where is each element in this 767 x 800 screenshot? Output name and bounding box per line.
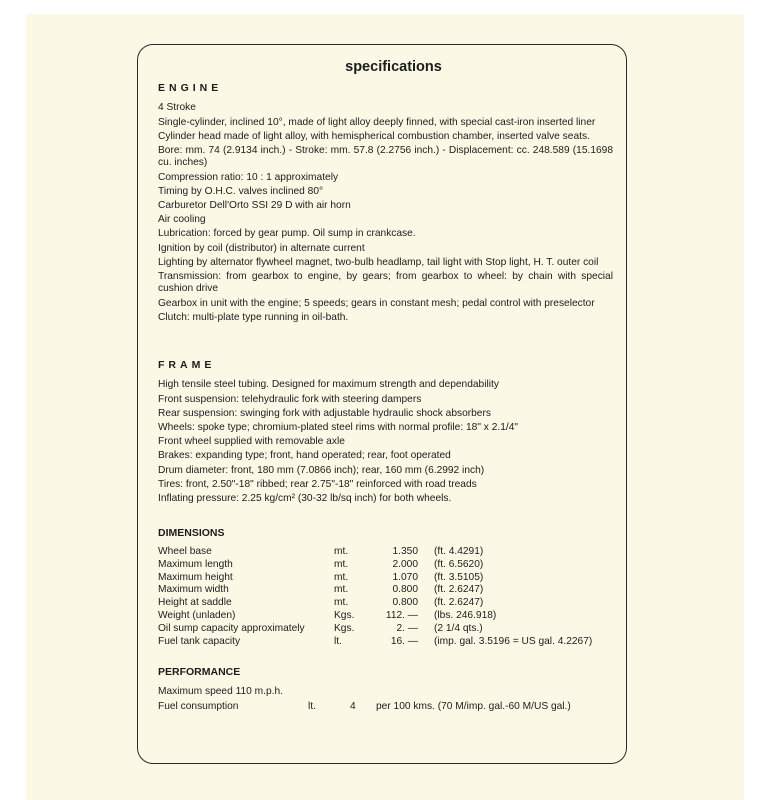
engine-line: Carburetor Dell'Orto SSI 29 D with air horn: [158, 200, 351, 212]
dim-unit: Kgs.: [334, 610, 355, 622]
dim-imperial: (ft. 2.6247): [434, 584, 484, 596]
engine-line: 4 Stroke: [158, 102, 196, 114]
dim-value: 112. —: [385, 610, 418, 622]
engine-line: Ignition by coil (distributor) in alternate current: [158, 242, 365, 254]
spec-sheet: [158, 58, 613, 713]
dim-unit: mt.: [334, 545, 349, 557]
engine-line: Bore: mm. 74 (2.9134 inch.) - Stroke: mm. 57.8 (2.2756 inch.) - Displacement: cc. 248.589 (15.1698 cu. inches): [158, 145, 613, 169]
dim-unit: Kgs.: [334, 623, 355, 635]
frame-line: Front suspension: telehydraulic fork with steering dampers: [158, 393, 422, 405]
dim-imperial: (ft. 4.4291): [434, 545, 484, 557]
max-speed: Maximum speed 110 m.p.h.: [158, 686, 283, 698]
table-row: [158, 701, 571, 713]
dim-imperial: (lbs. 246.918): [434, 610, 497, 622]
engine-line: Lubrication: forced by gear pump. Oil sump in crankcase.: [158, 228, 416, 240]
dim-label: Weight (unladen): [158, 610, 236, 622]
dim-unit: mt.: [334, 584, 349, 596]
dim-unit: mt.: [334, 597, 349, 609]
frame-line: Inflating pressure: 2.25 kg/cm² (30-32 lb/sq inch) for both wheels.: [158, 493, 452, 505]
dim-label: Oil sump capacity approximately: [158, 623, 305, 635]
dim-imperial: (ft. 6.5620): [434, 558, 484, 570]
table-row: [158, 610, 592, 623]
engine-line: Transmission: from gearbox to engine, by gears; from gearbox to wheel: by chain with special cushion drive: [158, 271, 613, 295]
table-row: [158, 572, 592, 585]
engine-line: Clutch: multi-plate type running in oil-bath.: [158, 311, 349, 323]
table-row: [158, 546, 592, 559]
dim-value: 2. —: [396, 623, 418, 635]
engine-line: Compression ratio: 10 : 1 approximately: [158, 171, 339, 183]
fuel-consumption-row: [158, 701, 571, 713]
performance-heading: PERFORMANCE: [158, 665, 241, 678]
frame-line: Rear suspension: swinging fork with adjustable hydraulic shock absorbers: [158, 407, 491, 419]
page-title: specifications: [345, 59, 442, 75]
dim-label: Maximum height: [158, 571, 233, 583]
dim-value: 0.800: [392, 597, 418, 609]
dim-imperial: (imp. gal. 3.5196 = US gal. 4.2267): [434, 636, 593, 648]
frame-line: High tensile steel tubing. Designed for maximum strength and dependability: [158, 379, 499, 391]
frame-line: Brakes: expanding type; front, hand operated; rear, foot operated: [158, 450, 451, 462]
fuel-label: Fuel consumption: [158, 700, 239, 712]
table-row: [158, 559, 592, 572]
dim-imperial: (2 1/4 qts.): [434, 623, 483, 635]
dim-value: 1.070: [392, 571, 418, 583]
engine-line: Gearbox in unit with the engine; 5 speeds; gears in constant mesh; pedal control with preselector: [158, 297, 595, 309]
frame-line: Drum diameter: front, 180 mm (7.0866 inch); rear, 160 mm (6.2992 inch): [158, 464, 485, 476]
table-row: [158, 623, 592, 636]
dim-unit: mt.: [334, 571, 349, 583]
fuel-unit: lt.: [308, 700, 316, 712]
frame-line: Tires: front, 2.50"-18" ribbed; rear 2.75"-18" reinforced with road treads: [158, 478, 477, 490]
engine-line: Cylinder head made of light alloy, with hemispherical combustion chamber, inserted valve seats.: [158, 130, 590, 142]
fuel-value: 4: [350, 700, 356, 712]
fuel-detail: per 100 kms. (70 M/imp. gal.-60 M/US gal.): [376, 700, 571, 712]
engine-line: Timing by O.H.C. valves inclined 80°: [158, 185, 324, 197]
frame-heading: FRAME: [158, 359, 216, 372]
frame-line: Wheels: spoke type; chromium-plated steel rims with normal profile: 18" x 2.1/4": [158, 422, 518, 434]
dim-value: 16. —: [390, 636, 418, 648]
table-row: [158, 636, 592, 649]
frame-lines: [158, 379, 613, 505]
frame-line: Front wheel supplied with removable axle: [158, 436, 345, 448]
table-row: [158, 597, 592, 610]
dim-unit: lt.: [334, 636, 342, 648]
dim-value: 2.000: [392, 558, 418, 570]
dim-label: Wheel base: [158, 545, 212, 557]
engine-line: Single-cylinder, inclined 10°, made of light alloy deeply finned, with special cast-iron inserted liner: [158, 116, 596, 128]
dim-label: Maximum length: [158, 558, 233, 570]
dimensions-heading: DIMENSIONS: [158, 527, 225, 540]
dim-label: Maximum width: [158, 584, 229, 596]
engine-line: Air cooling: [158, 214, 206, 226]
engine-line: Lighting by alternator flywheel magnet, two-bulb headlamp, tail light with Stop light, H. T. outer coil: [158, 256, 599, 268]
dimensions-table: [158, 546, 592, 649]
dim-imperial: (ft. 2.6247): [434, 597, 484, 609]
dim-label: Fuel tank capacity: [158, 636, 241, 648]
dim-label: Height at saddle: [158, 597, 232, 609]
table-row: [158, 584, 592, 597]
engine-lines: [158, 102, 613, 324]
dim-value: 0.800: [392, 584, 418, 596]
dim-value: 1.350: [392, 545, 418, 557]
dim-imperial: (ft. 3.5105): [434, 571, 484, 583]
dim-unit: mt.: [334, 558, 349, 570]
engine-heading: ENGINE: [158, 82, 223, 94]
